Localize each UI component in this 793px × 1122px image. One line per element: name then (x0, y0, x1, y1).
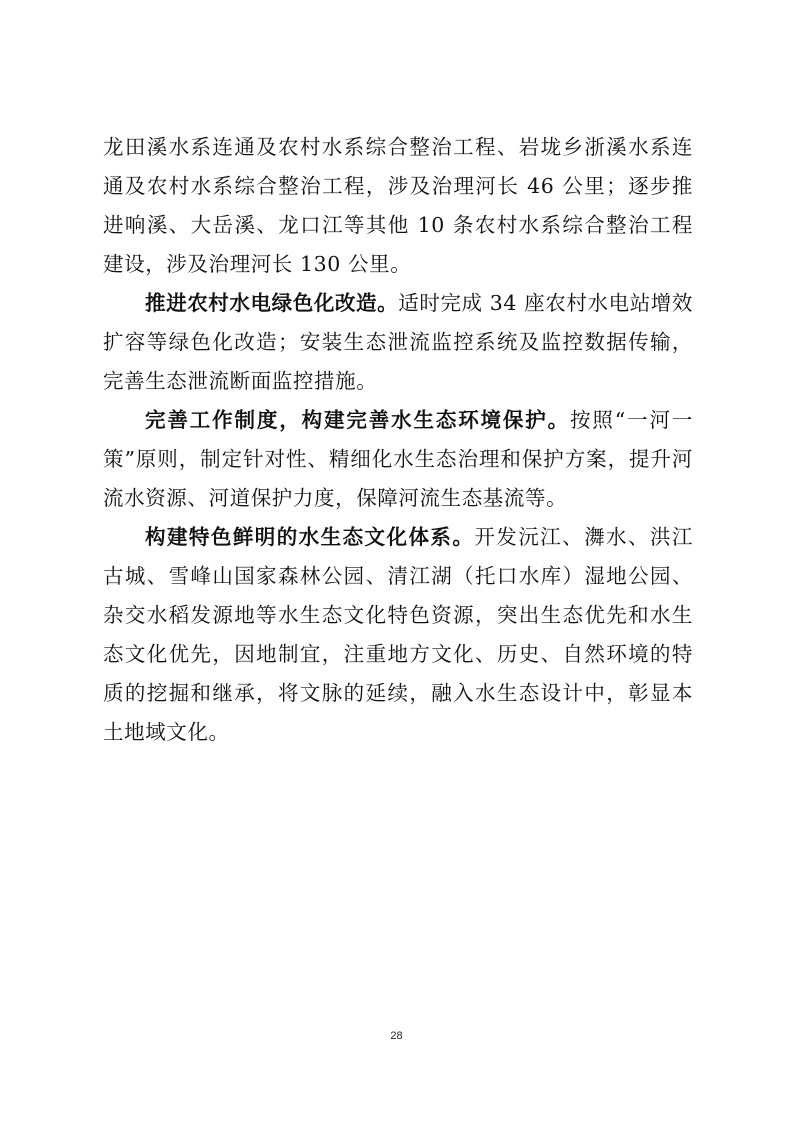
paragraph-text: 按照“一河一策”原则，制定针对性、精细化水生态治理和保护方案，提升河流水资源、河道保护力度，保障河流生态基流等。 (103, 408, 693, 510)
paragraph-culture (103, 518, 693, 752)
paragraph-hydropower (103, 284, 693, 401)
paragraph-text: 开发沅江、㵲水、洪江古城、雪峰山国家森林公园、清江湖（托口水库）湿地公园、杂交水稻发源地等水生态文化特色资源，突出生态优先和水生态文化优先，因地制宜，注重地方文化、历史、自然环境的特质的挖掘和继承，将文脉的延续，融入水生态设计中，彰显本土地域文化。 (103, 525, 693, 744)
paragraph-text: 适时完成 34 座农村水电站增效扩容等绿色化改造；安装生态泄流监控系统及监控数据传输，完善生态泄流断面监控措施。 (103, 291, 694, 393)
paragraph-work-system (103, 401, 693, 518)
body-text (103, 128, 693, 752)
paragraph-heading: 完善工作制度，构建完善水生态环境保护。 (145, 408, 571, 432)
paragraph-text: 龙田溪水系连通及农村水系综合整治工程、岩垅乡浙溪水系连通及农村水系综合整治工程，涉及治理河长 46 公里；逐步推进响溪、大岳溪、龙口江等其他 10 条农村水系综合整治工程建设，涉及治理河长 130 公里。 (103, 135, 693, 276)
paragraph-continuation (103, 128, 693, 284)
paragraph-heading: 构建特色鲜明的水生态文化体系。 (145, 525, 475, 549)
paragraph-heading: 推进农村水电绿色化改造。 (145, 291, 399, 315)
page-number: 28 (390, 1030, 403, 1042)
